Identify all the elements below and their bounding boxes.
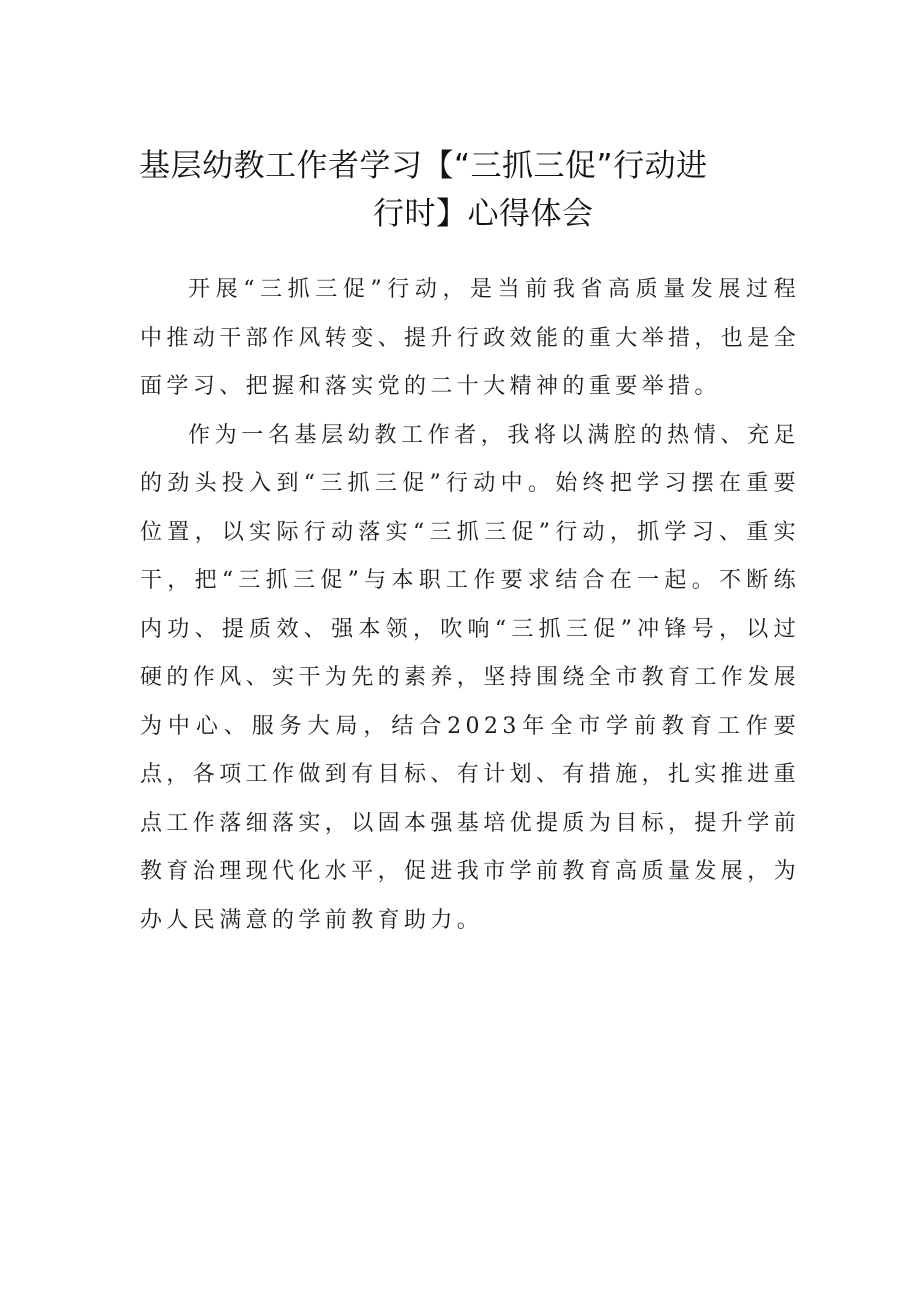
- document-body: [140, 266, 800, 945]
- document-title-line-1: 基层幼教工作者学习【“三抓三促”行动进: [139, 148, 708, 184]
- body-paragraph-2: 作为一名基层幼教工作者，我将以满腔的热情、充足的劲头投入到“三抓三促”行动中。始终把学习摆在重要位置，以实际行动落实“三抓三促”行动，抓学习、重实干，把“三抓三促”与本职工作要求结合在一起。不断练内功、提质效、强本领，吹响“三抓三促”冲锋号，以过硬的作风、实干为先的素养，坚持围绕全市教育工作发展为中心、服务大局，结合2023年全市学前教育工作要点，各项工作做到有目标、有计划、有措施，扎实推进重点工作落细落实，以固本强基培优提质为目标，提升学前教育治理现代化水平，促进我市学前教育高质量发展，为办人民满意的学前教育助力。: [140, 422, 801, 933]
- document-title: [120, 142, 780, 238]
- body-paragraph-1: 开展“三抓三促”行动，是当前我省高质量发展过程中推动干部作风转变、提升行政效能的重大举措，也是全面学习、把握和落实党的二十大精神的重要举措。: [140, 277, 801, 399]
- document-title-line-2: 行时】心得体会: [373, 196, 594, 232]
